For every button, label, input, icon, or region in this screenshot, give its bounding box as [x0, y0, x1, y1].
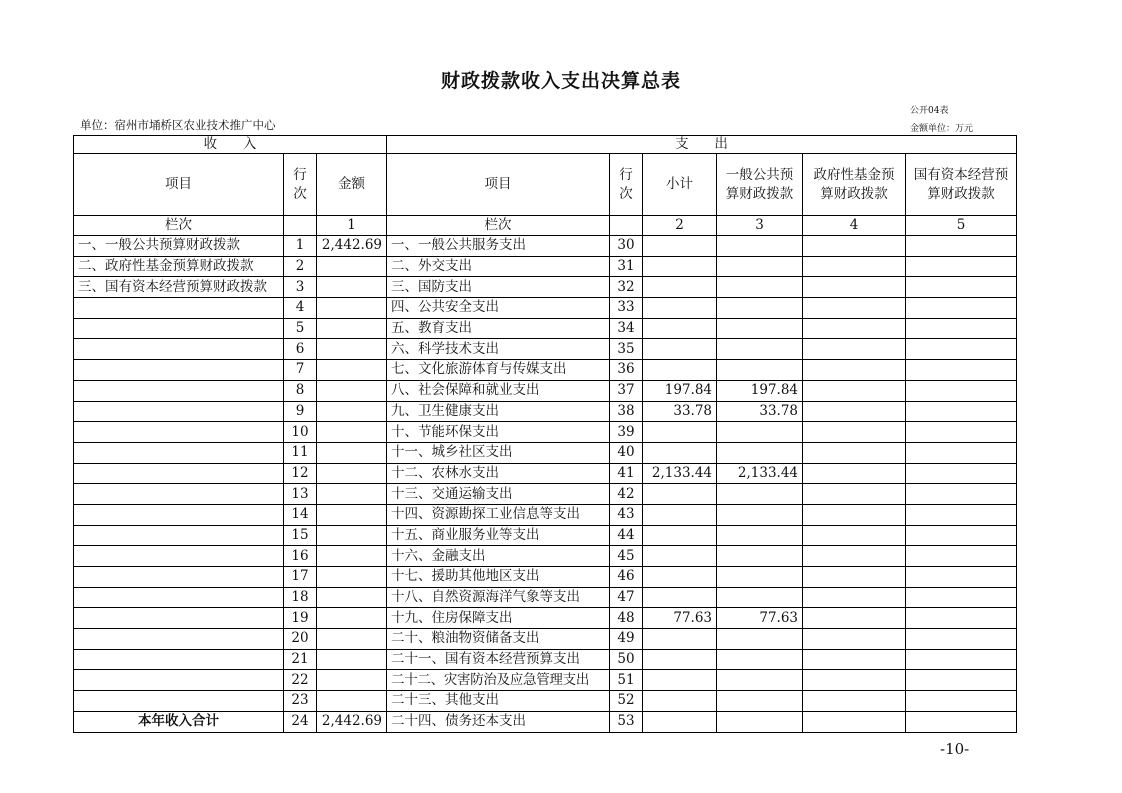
income-item	[74, 380, 284, 401]
income-line: 4	[284, 298, 317, 319]
income-line: 23	[284, 691, 317, 712]
income-item	[74, 629, 284, 650]
expense-item: 二十二、灾害防治及应急管理支出	[387, 670, 610, 691]
income-item	[74, 401, 284, 422]
income-item	[74, 298, 284, 319]
general-value	[717, 587, 803, 608]
state-value	[906, 442, 1017, 463]
income-item: 二、政府性基金预算财政拨款	[74, 256, 284, 277]
general-value: 77.63	[717, 608, 803, 629]
subtotal-value	[643, 504, 717, 525]
income-line: 9	[284, 401, 317, 422]
state-value	[906, 608, 1017, 629]
income-item	[74, 504, 284, 525]
expense-line: 46	[610, 567, 643, 588]
general-value	[717, 339, 803, 360]
fund-value	[803, 525, 906, 546]
income-amount	[317, 608, 387, 629]
expense-line: 34	[610, 318, 643, 339]
expense-line: 40	[610, 442, 643, 463]
table-row	[74, 339, 1017, 360]
general-value: 33.78	[717, 401, 803, 422]
general-value	[717, 298, 803, 319]
expense-item: 十二、农林水支出	[387, 463, 610, 484]
state-value	[906, 256, 1017, 277]
fund-value	[803, 256, 906, 277]
income-item	[74, 608, 284, 629]
table-row	[74, 711, 1017, 732]
header-income-amount: 金额	[317, 154, 387, 216]
state-value	[906, 277, 1017, 298]
subtotal-value	[643, 711, 717, 732]
fund-value	[803, 422, 906, 443]
income-line: 17	[284, 567, 317, 588]
income-amount	[317, 546, 387, 567]
expense-item: 七、文化旅游体育与传媒支出	[387, 360, 610, 381]
fund-value	[803, 711, 906, 732]
expense-item: 十九、住房保障支出	[387, 608, 610, 629]
general-value	[717, 546, 803, 567]
general-value	[717, 525, 803, 546]
expense-line: 50	[610, 649, 643, 670]
state-value	[906, 546, 1017, 567]
expense-line: 37	[610, 380, 643, 401]
general-value	[717, 422, 803, 443]
fund-value	[803, 339, 906, 360]
column-number-row	[74, 216, 1017, 236]
subtotal-value	[643, 691, 717, 712]
table-row	[74, 546, 1017, 567]
income-amount	[317, 339, 387, 360]
subtotal-value	[643, 525, 717, 546]
income-item	[74, 546, 284, 567]
income-line: 20	[284, 629, 317, 650]
subtotal-value	[643, 587, 717, 608]
table-row	[74, 442, 1017, 463]
table-row	[74, 360, 1017, 381]
income-line: 19	[284, 608, 317, 629]
table-row	[74, 256, 1017, 277]
column-number-5: 5	[906, 216, 1017, 236]
header-line-text: 行次	[293, 166, 307, 202]
fund-value	[803, 442, 906, 463]
general-value: 2,133.44	[717, 463, 803, 484]
expense-item: 四、公共安全支出	[387, 298, 610, 319]
expense-item: 一、一般公共服务支出	[387, 236, 610, 257]
expense-line: 36	[610, 360, 643, 381]
general-value	[717, 360, 803, 381]
income-amount: 2,442.69	[317, 236, 387, 257]
expense-item: 十四、资源勘探工业信息等支出	[387, 504, 610, 525]
table-row	[74, 525, 1017, 546]
expense-item: 六、科学技术支出	[387, 339, 610, 360]
income-line: 21	[284, 649, 317, 670]
general-value	[717, 504, 803, 525]
income-line: 1	[284, 236, 317, 257]
general-value	[717, 442, 803, 463]
state-value	[906, 525, 1017, 546]
state-value	[906, 380, 1017, 401]
state-value	[906, 484, 1017, 505]
income-item	[74, 484, 284, 505]
fund-value	[803, 298, 906, 319]
header-state: 国有资本经营预算财政拨款	[906, 154, 1017, 216]
general-value	[717, 649, 803, 670]
form-number: 公开04表	[910, 106, 949, 116]
fund-value	[803, 546, 906, 567]
header-general: 一般公共预算财政拨款	[717, 154, 803, 216]
income-item: 一、一般公共预算财政拨款	[74, 236, 284, 257]
income-amount	[317, 504, 387, 525]
fund-value	[803, 691, 906, 712]
expense-line: 33	[610, 298, 643, 319]
column-label-left: 栏次	[74, 216, 284, 236]
subtotal-value	[643, 442, 717, 463]
income-line: 14	[284, 504, 317, 525]
expense-item: 九、卫生健康支出	[387, 401, 610, 422]
state-value	[906, 649, 1017, 670]
expense-item: 二十一、国有资本经营预算支出	[387, 649, 610, 670]
subtotal-value	[643, 670, 717, 691]
state-value	[906, 298, 1017, 319]
expense-line: 30	[610, 236, 643, 257]
expense-item: 十六、金融支出	[387, 546, 610, 567]
expense-item: 二十四、债务还本支出	[387, 711, 610, 732]
subtotal-value	[643, 256, 717, 277]
fund-value	[803, 608, 906, 629]
income-line: 22	[284, 670, 317, 691]
income-amount	[317, 298, 387, 319]
expense-line: 52	[610, 691, 643, 712]
fund-value	[803, 504, 906, 525]
table-body	[74, 136, 1017, 733]
state-value	[906, 670, 1017, 691]
income-item	[74, 360, 284, 381]
fund-value	[803, 277, 906, 298]
subtotal-value	[643, 236, 717, 257]
header-subtotal: 小计	[643, 154, 717, 216]
income-line: 24	[284, 711, 317, 732]
column-number-3: 3	[717, 216, 803, 236]
header-expense-item: 项目	[387, 154, 610, 216]
state-value	[906, 587, 1017, 608]
state-value	[906, 422, 1017, 443]
income-amount	[317, 277, 387, 298]
table-row	[74, 567, 1017, 588]
expense-line: 35	[610, 339, 643, 360]
expense-item: 十一、城乡社区支出	[387, 442, 610, 463]
income-item	[74, 649, 284, 670]
income-amount	[317, 360, 387, 381]
general-value: 197.84	[717, 380, 803, 401]
income-amount	[317, 401, 387, 422]
header-fund: 政府性基金预算财政拨款	[803, 154, 906, 216]
fund-value	[803, 380, 906, 401]
general-value	[717, 318, 803, 339]
table-row	[74, 463, 1017, 484]
income-section-header: 收 入	[74, 136, 387, 154]
income-item	[74, 463, 284, 484]
expense-item: 十五、商业服务业等支出	[387, 525, 610, 546]
expense-line: 53	[610, 711, 643, 732]
income-item	[74, 670, 284, 691]
state-value	[906, 318, 1017, 339]
expense-line: 47	[610, 587, 643, 608]
subtotal-value: 77.63	[643, 608, 717, 629]
income-line: 6	[284, 339, 317, 360]
income-line: 5	[284, 318, 317, 339]
income-item	[74, 442, 284, 463]
section-header-row	[74, 136, 1017, 154]
page-title: 财政拨款收入支出决算总表	[440, 70, 681, 92]
page-number: -10-	[940, 740, 970, 758]
expense-line: 38	[610, 401, 643, 422]
fund-value	[803, 587, 906, 608]
fund-value	[803, 670, 906, 691]
expense-line: 31	[610, 256, 643, 277]
income-amount	[317, 442, 387, 463]
expense-line: 44	[610, 525, 643, 546]
column-empty-2	[610, 216, 643, 236]
income-line: 8	[284, 380, 317, 401]
income-amount: 2,442.69	[317, 711, 387, 732]
expense-line: 32	[610, 277, 643, 298]
state-value	[906, 691, 1017, 712]
income-total-label: 本年收入合计	[74, 711, 284, 732]
table-row	[74, 670, 1017, 691]
table-row	[74, 504, 1017, 525]
subtotal-value	[643, 484, 717, 505]
income-amount	[317, 318, 387, 339]
fund-value	[803, 567, 906, 588]
expense-line: 48	[610, 608, 643, 629]
fund-value	[803, 236, 906, 257]
fund-value	[803, 318, 906, 339]
income-amount	[317, 670, 387, 691]
fund-value	[803, 463, 906, 484]
table-row	[74, 649, 1017, 670]
column-label-right: 栏次	[387, 216, 610, 236]
expense-item: 十七、援助其他地区支出	[387, 567, 610, 588]
income-item	[74, 339, 284, 360]
income-item: 三、国有资本经营预算财政拨款	[74, 277, 284, 298]
subtotal-value: 2,133.44	[643, 463, 717, 484]
income-amount	[317, 380, 387, 401]
header-income-item: 项目	[74, 154, 284, 216]
table-row	[74, 236, 1017, 257]
expense-item: 二十三、其他支出	[387, 691, 610, 712]
income-line: 16	[284, 546, 317, 567]
table-row	[74, 608, 1017, 629]
column-number-1: 1	[317, 216, 387, 236]
expense-item: 八、社会保障和就业支出	[387, 380, 610, 401]
state-value	[906, 504, 1017, 525]
general-value	[717, 629, 803, 650]
fund-value	[803, 649, 906, 670]
income-item	[74, 567, 284, 588]
expense-item: 十三、交通运输支出	[387, 484, 610, 505]
column-header-row	[74, 154, 1017, 216]
unit-label: 单位：宿州市埇桥区农业技术推广中心	[80, 118, 276, 132]
subtotal-value	[643, 318, 717, 339]
general-value	[717, 277, 803, 298]
income-line: 10	[284, 422, 317, 443]
expense-section-header: 支 出	[387, 136, 1017, 154]
income-line: 15	[284, 525, 317, 546]
amount-unit-label: 金额单位：万元	[910, 124, 974, 134]
table-row	[74, 691, 1017, 712]
column-number-2: 2	[643, 216, 717, 236]
table-row	[74, 277, 1017, 298]
state-value	[906, 629, 1017, 650]
income-amount	[317, 256, 387, 277]
general-value	[717, 236, 803, 257]
income-line: 3	[284, 277, 317, 298]
subtotal-value	[643, 360, 717, 381]
header-income-line	[284, 154, 317, 216]
general-value	[717, 670, 803, 691]
income-line: 13	[284, 484, 317, 505]
state-value	[906, 339, 1017, 360]
expense-line: 49	[610, 629, 643, 650]
income-amount	[317, 463, 387, 484]
expense-line: 51	[610, 670, 643, 691]
table-row	[74, 629, 1017, 650]
expense-item: 五、教育支出	[387, 318, 610, 339]
header-expense-line	[610, 154, 643, 216]
column-empty-1	[284, 216, 317, 236]
table-row	[74, 401, 1017, 422]
subtotal-value	[643, 546, 717, 567]
column-number-4: 4	[803, 216, 906, 236]
state-value	[906, 401, 1017, 422]
table-row	[74, 318, 1017, 339]
income-amount	[317, 629, 387, 650]
income-item	[74, 587, 284, 608]
expense-line: 41	[610, 463, 643, 484]
income-amount	[317, 649, 387, 670]
income-item	[74, 691, 284, 712]
header-line2-text: 行次	[619, 166, 633, 202]
table-row	[74, 298, 1017, 319]
income-item	[74, 422, 284, 443]
table-row	[74, 587, 1017, 608]
general-value	[717, 711, 803, 732]
income-line: 2	[284, 256, 317, 277]
income-item	[74, 525, 284, 546]
state-value	[906, 360, 1017, 381]
subtotal-value	[643, 629, 717, 650]
state-value	[906, 711, 1017, 732]
subtotal-value	[643, 298, 717, 319]
fund-value	[803, 401, 906, 422]
income-line: 7	[284, 360, 317, 381]
income-item	[74, 318, 284, 339]
income-amount	[317, 422, 387, 443]
income-line: 11	[284, 442, 317, 463]
expense-line: 39	[610, 422, 643, 443]
income-amount	[317, 691, 387, 712]
general-value	[717, 691, 803, 712]
table-row	[74, 422, 1017, 443]
income-line: 12	[284, 463, 317, 484]
income-amount	[317, 525, 387, 546]
income-amount	[317, 567, 387, 588]
expense-line: 42	[610, 484, 643, 505]
general-value	[717, 484, 803, 505]
fund-value	[803, 360, 906, 381]
state-value	[906, 236, 1017, 257]
income-amount	[317, 587, 387, 608]
subtotal-value	[643, 567, 717, 588]
expense-item: 二、外交支出	[387, 256, 610, 277]
subtotal-value	[643, 339, 717, 360]
income-amount	[317, 484, 387, 505]
table-row	[74, 484, 1017, 505]
fund-value	[803, 629, 906, 650]
income-line: 18	[284, 587, 317, 608]
expense-item: 三、国防支出	[387, 277, 610, 298]
expense-line: 45	[610, 546, 643, 567]
subtotal-value	[643, 422, 717, 443]
state-value	[906, 567, 1017, 588]
general-value	[717, 256, 803, 277]
expense-line: 43	[610, 504, 643, 525]
general-value	[717, 567, 803, 588]
budget-table	[73, 135, 1017, 733]
subtotal-value	[643, 277, 717, 298]
expense-item: 十、节能环保支出	[387, 422, 610, 443]
table-row	[74, 380, 1017, 401]
subtotal-value	[643, 649, 717, 670]
expense-item: 十八、自然资源海洋气象等支出	[387, 587, 610, 608]
expense-item: 二十、粮油物资储备支出	[387, 629, 610, 650]
state-value	[906, 463, 1017, 484]
subtotal-value: 33.78	[643, 401, 717, 422]
subtotal-value: 197.84	[643, 380, 717, 401]
fund-value	[803, 484, 906, 505]
